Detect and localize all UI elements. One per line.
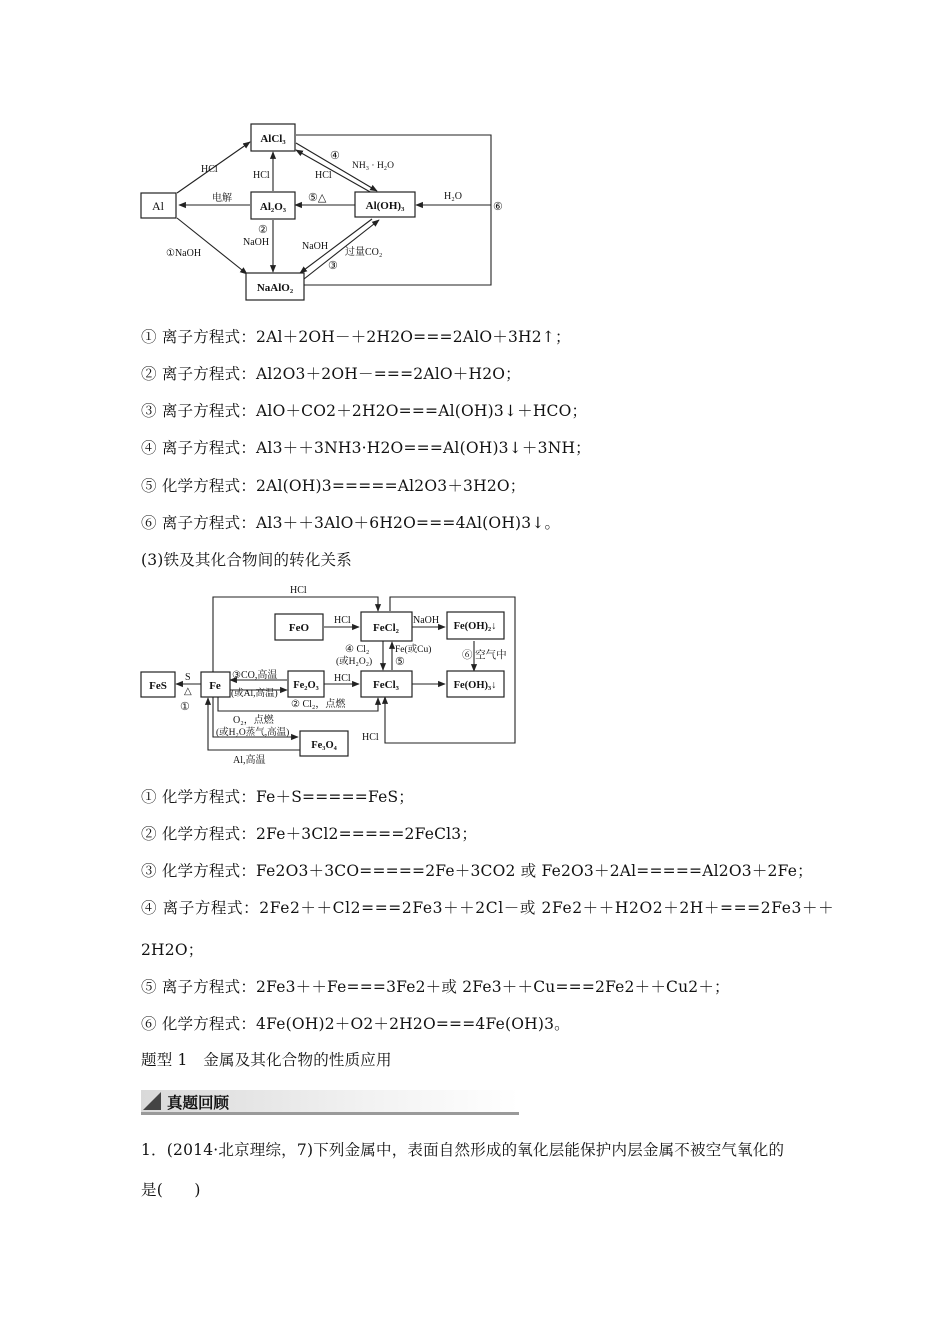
fe-equation-1: ① 化学方程式：Fe＋S=====FeS； — [141, 788, 414, 806]
label-excess-co2: 过量CO₂ — [345, 247, 383, 258]
node-fecl2: FeCl₂ — [373, 622, 399, 634]
label-hcl-fe3o4: HCl — [362, 732, 379, 743]
label-nh3-h2o: NH₃ · H₂O — [352, 161, 394, 171]
label-hcl-feo: HCl — [334, 615, 351, 626]
al-equation-1: ① 离子方程式：2Al＋2OH－＋2H2O===2AlO＋3H2↑； — [141, 328, 571, 346]
aluminum-conversion-diagram — [0, 0, 950, 310]
node-fe: Fe — [209, 680, 221, 692]
al-equation-6: ⑥ 离子方程式：Al3＋＋3AlO＋6H2O===4Al(OH)3↓。 — [141, 514, 561, 532]
label-or-al-high: (或Al,高温) — [231, 689, 278, 699]
label-hcl-fe2o3: HCl — [334, 673, 351, 684]
label-h2o: H₂O — [444, 191, 462, 202]
label-step6-air: ⑥ 空气中 — [462, 650, 507, 661]
label-al-high: Al,高温 — [233, 755, 266, 766]
question-line-2: 是( ) — [141, 1181, 201, 1199]
label-step6: ⑥ — [493, 201, 503, 213]
label-hcl-top: HCl — [290, 585, 307, 596]
node-feo: FeO — [288, 622, 310, 634]
fe-equation-4-cont: 2H2O； — [141, 941, 204, 959]
label-co-high: ③CO,高温 — [232, 670, 278, 681]
label-s: S — [185, 672, 191, 683]
label-step5: ⑤△ — [308, 192, 327, 204]
label-step3: ③ — [328, 260, 338, 272]
section-banner — [141, 1090, 519, 1116]
label-naoh-al2o3: NaOH — [243, 237, 270, 248]
label-hcl-al2o3: HCl — [253, 170, 270, 181]
label-step5: ⑤ — [395, 656, 405, 668]
node-feoh3: Fe(OH)₃↓ — [453, 680, 497, 691]
al-equation-2: ② 离子方程式：Al2O3＋2OH－===2AlO＋H2O； — [141, 365, 521, 383]
al-equation-3: ③ 离子方程式：AlO＋CO2＋2H2O===Al(OH)3↓＋HCO； — [141, 402, 588, 420]
node-fecl3: FeCl₃ — [373, 679, 399, 691]
fe-equation-4: ④ 离子方程式：2Fe2＋＋Cl2===2Fe3＋＋2Cl－或 2Fe2＋＋H2O2＋2H＋===2Fe3＋＋ — [141, 899, 835, 917]
label-step2: ② — [258, 224, 268, 236]
node-fe3o4: Fe₃O₄ — [311, 740, 337, 751]
label-step2-cl2: ② Cl₂，点燃 — [291, 699, 346, 710]
label-step4-cl2: ④ Cl₂ — [345, 644, 370, 655]
node-aloh3: Al(OH)₃ — [365, 200, 405, 212]
fe-section-heading: (3)铁及其化合物间的转化关系 — [141, 551, 352, 569]
label-or-steam: (或H₂O蒸气,高温) — [216, 728, 290, 738]
label-delta: △ — [184, 686, 192, 697]
label-or-h2o2: (或H₂O₂) — [336, 657, 373, 667]
label-o2-ignite: O₂，点燃 — [233, 715, 274, 726]
label-step4: ④ — [330, 150, 340, 162]
fe-equation-5: ⑤ 离子方程式：2Fe3＋＋Fe===3Fe2＋或 2Fe3＋＋Cu===2Fe2＋＋Cu2＋； — [141, 978, 730, 996]
al-equation-5: ⑤ 化学方程式：2Al(OH)3=====Al2O3＋3H2O； — [141, 477, 526, 495]
banner-triangle-icon — [143, 1092, 161, 1110]
node-feoh2: Fe(OH)₂↓ — [453, 621, 497, 632]
node-al2o3: Al₂O₃ — [259, 201, 287, 213]
label-naoh-al: ①NaOH — [166, 248, 202, 259]
banner-title: 真题回顾 — [167, 1094, 230, 1112]
label-naoh-aloh3: NaOH — [302, 241, 329, 252]
node-fe2o3: Fe₂O₃ — [293, 680, 319, 691]
label-electrolysis: 电解 — [212, 193, 232, 204]
fe-equation-6: ⑥ 化学方程式：4Fe(OH)2＋O2＋2H2O===4Fe(OH)3。 — [141, 1015, 570, 1033]
label-naoh: NaOH — [413, 615, 440, 626]
iron-conversion-diagram — [0, 575, 950, 775]
topic-heading: 题型 1 金属及其化合物的性质应用 — [141, 1051, 392, 1069]
node-al: Al — [152, 199, 164, 213]
fe-equation-3: ③ 化学方程式：Fe2O3＋3CO=====2Fe＋3CO2 或 Fe2O3＋2Al=====Al2O3＋2Fe； — [141, 862, 813, 880]
node-alcl3: AlCl₃ — [260, 133, 286, 145]
al-equation-4: ④ 离子方程式：Al3＋＋3NH3·H2O===Al(OH)3↓＋3NH； — [141, 439, 591, 457]
label-hcl-aloh3: HCl — [315, 170, 332, 181]
node-fes: FeS — [149, 680, 167, 692]
question-line-1: 1．(2014·北京理综，7)下列金属中，表面自然形成的氧化层能保护内层金属不被空气氧化的 — [141, 1141, 785, 1159]
fe-equation-2: ② 化学方程式：2Fe＋3Cl2=====2FeCl3； — [141, 825, 478, 843]
label-fe-or-cu: Fe(或Cu) — [395, 645, 432, 655]
label-hcl-al: HCl — [201, 164, 218, 175]
node-naalo2: NaAlO₂ — [256, 282, 294, 294]
label-step1: ① — [180, 701, 190, 713]
